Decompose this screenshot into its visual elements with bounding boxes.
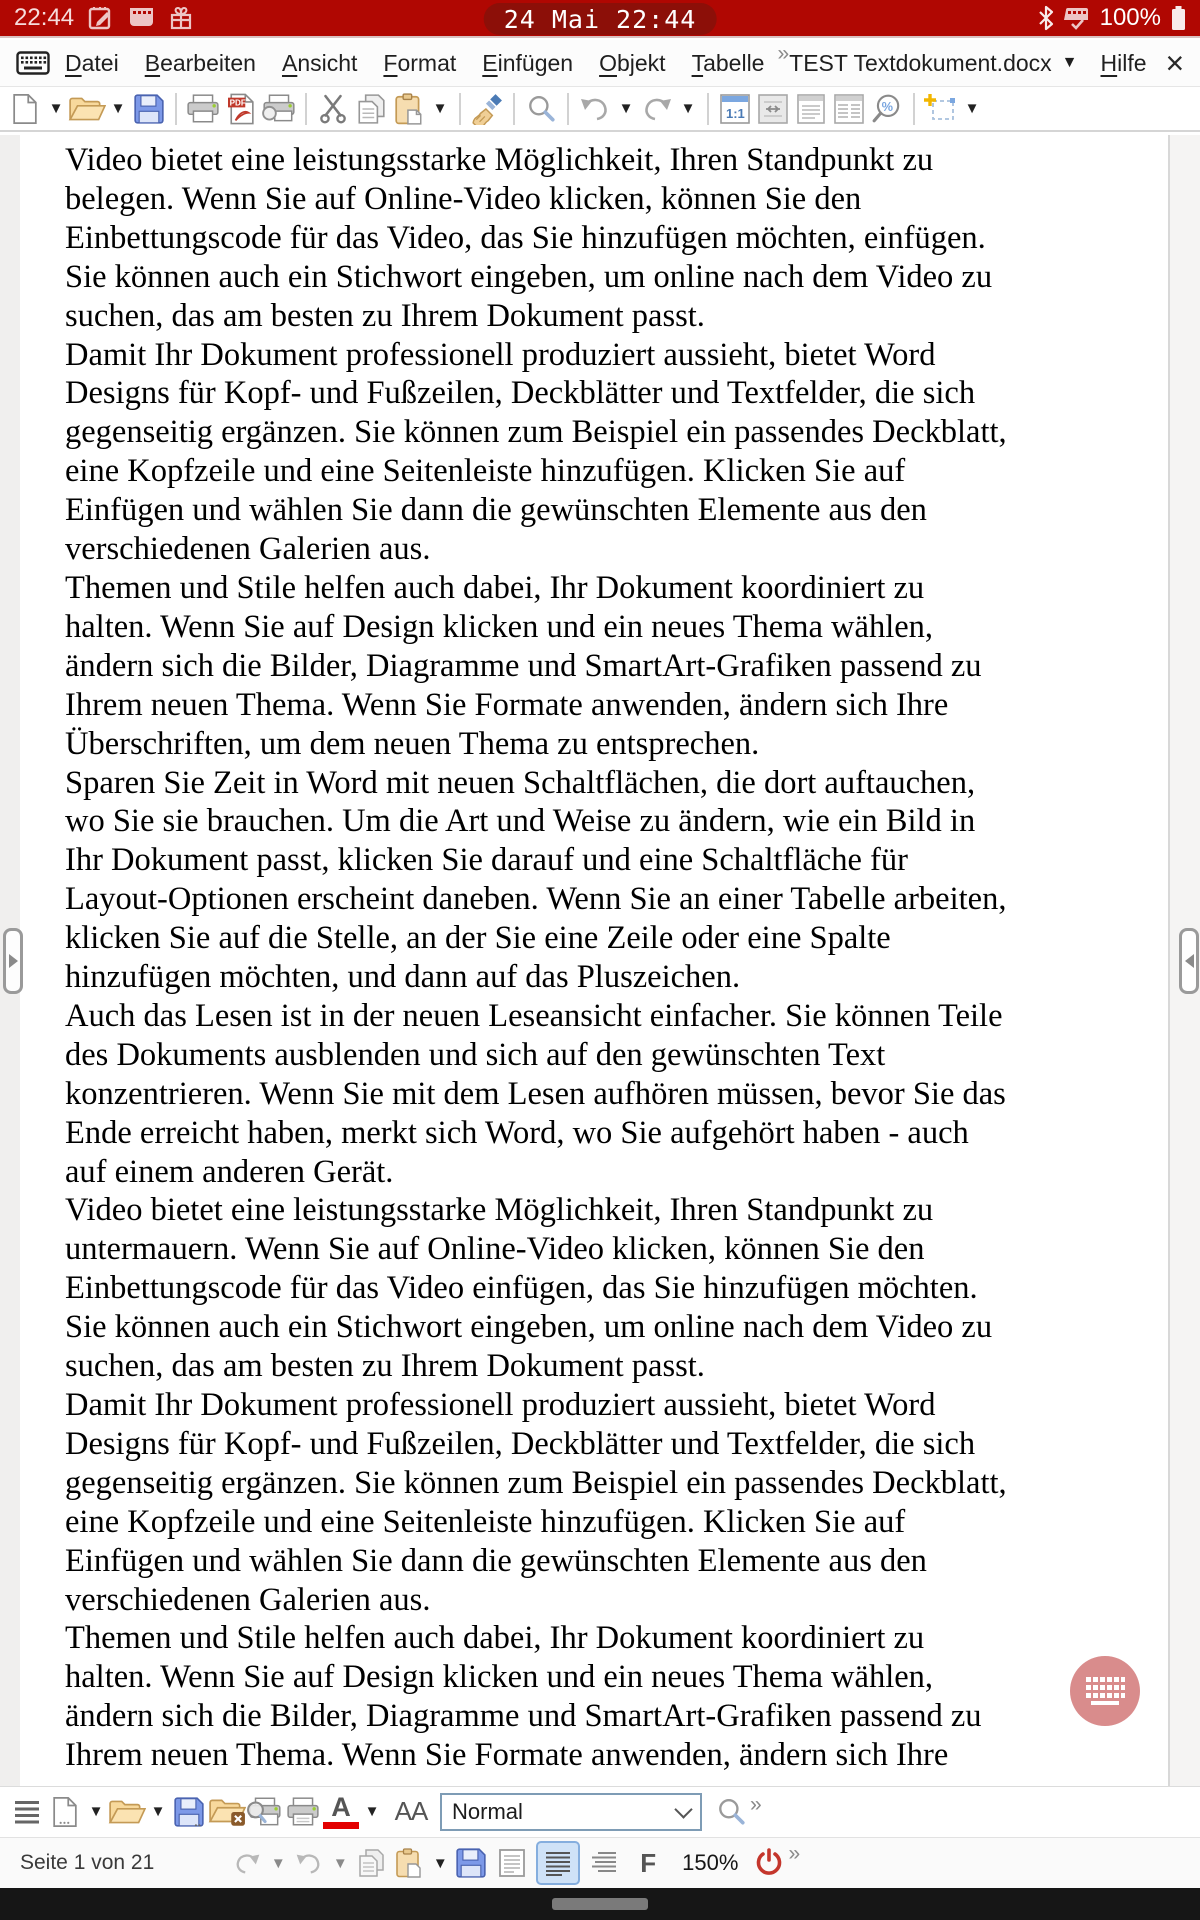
document-line[interactable]: suchen, das am besten zu Ihrem Dokument passt.: [65, 1348, 705, 1385]
svg-text:1:1: 1:1: [726, 105, 745, 121]
menu-tabelle[interactable]: Tabelle: [691, 49, 765, 76]
print-directly-icon: [261, 94, 297, 124]
menu-bearbeiten[interactable]: Bearbeiten: [144, 49, 256, 76]
sim-card-icon: [1064, 6, 1090, 30]
paintbrush-icon: [471, 93, 503, 125]
open-dropdown-arrow[interactable]: [146, 1790, 170, 1834]
document-line[interactable]: Ende erreicht haben, merkt sich Word, wo Sie aufgehört haben - auch: [65, 1114, 969, 1151]
document-line[interactable]: Überschriften, um dem neuen Thema zu entsprechen.: [65, 725, 760, 762]
dropdown-arrow-icon: ▼: [332, 1854, 348, 1872]
copy-button[interactable]: [352, 1841, 390, 1885]
printer-icon: [286, 1797, 320, 1827]
document-line[interactable]: halten. Wenn Sie auf Design klicken und ein neues Thema wählen,: [65, 608, 934, 645]
menu-einfuegen[interactable]: Einfügen: [482, 49, 574, 76]
scissors-icon: [318, 94, 348, 124]
new-document-dropdown-arrow[interactable]: [84, 1790, 108, 1834]
find-replace-button[interactable]: [522, 87, 560, 131]
status-clock-pill: [484, 3, 717, 35]
print-preview-button[interactable]: [246, 1790, 284, 1834]
keyboard-fab-button[interactable]: [1070, 1656, 1140, 1726]
menubar: [0, 40, 1200, 86]
document-title: TEST Textdokument.docx: [789, 49, 1052, 76]
status-bar: [0, 1837, 1200, 1888]
document-line[interactable]: Einfügen und wählen Sie dann die gewünschten Elemente aus den: [65, 1542, 927, 1579]
document-line[interactable]: halten. Wenn Sie auf Design klicken und ein neues Thema wählen,: [65, 1659, 934, 1696]
undo-icon: [294, 1851, 324, 1876]
document-line[interactable]: Einfügen und wählen Sie dann die gewünschten Elemente aus den: [65, 492, 927, 529]
undo-dropdown-arrow[interactable]: [328, 1841, 352, 1885]
document-line[interactable]: eine Kopfzeile und eine Seitenleiste hinzufügen. Klicken Sie auf: [65, 1503, 906, 1540]
menu-datei[interactable]: Datei: [65, 49, 119, 76]
print-button[interactable]: [284, 1790, 322, 1834]
paste-icon: [393, 93, 425, 125]
android-status-bar: [0, 0, 1200, 38]
menu-hilfe[interactable]: Hilfe: [1100, 49, 1147, 76]
fit-width-button[interactable]: [754, 87, 792, 131]
redo-button[interactable]: [638, 87, 676, 131]
copy-icon: [356, 1848, 386, 1878]
open-folder-icon: [68, 95, 106, 123]
reading-view-button[interactable]: [584, 1843, 624, 1883]
grip-arrow-left-icon: [1185, 954, 1194, 968]
status-left-cluster: [14, 4, 193, 32]
keyboard-icon: [1083, 1675, 1127, 1707]
show-keyboard-button[interactable]: [14, 41, 52, 85]
print-preview-icon: [246, 1796, 284, 1828]
status-time: 22:44: [14, 4, 75, 31]
document-line[interactable]: des Dokuments ausblenden und sich auf den gewünschten Text: [65, 1036, 886, 1073]
zoom-100-icon: [719, 93, 751, 125]
status-right-cluster: [1038, 4, 1186, 32]
zoom-level[interactable]: 150%: [682, 1850, 739, 1875]
document-line[interactable]: gegenseitig ergänzen. Sie können zum Beispiel ein passendes Deckblatt,: [65, 1464, 1007, 1501]
export-pdf-button[interactable]: [222, 87, 260, 131]
document-line[interactable]: ändern sich die Bilder, Diagramme und SmartArt-Grafiken passend zu: [65, 1698, 982, 1735]
dropdown-arrow-icon: ▼: [150, 1803, 166, 1820]
document-line[interactable]: Sparen Sie Zeit in Word mit neuen Schaltflächen, die dort auftauchen,: [65, 764, 976, 801]
toolbar-separator: [913, 93, 915, 125]
dropdown-arrow-icon: ▼: [432, 100, 448, 117]
document-line[interactable]: konzentrieren. Wenn Sie mit dem Lesen aufhören müssen, bevor Sie das: [65, 1075, 1006, 1112]
page-view-icon: [497, 1848, 527, 1878]
character-formatting-button[interactable]: [392, 1790, 430, 1834]
insert-selection-dropdown-arrow[interactable]: [960, 87, 984, 131]
redo-dropdown-arrow[interactable]: [676, 87, 700, 131]
print-directly-button[interactable]: [260, 87, 298, 131]
close-icon: ×: [1165, 45, 1185, 81]
new-document-icon: [52, 1796, 78, 1828]
menu-button[interactable]: [8, 1790, 46, 1834]
document-text[interactable]: [65, 141, 1155, 1775]
document-line[interactable]: ändern sich die Bilder, Diagramme und SmartArt-Grafiken passend zu: [65, 647, 982, 684]
document-line[interactable]: eine Kopfzeile und eine Seitenleiste hinzufügen. Klicken Sie auf: [65, 453, 906, 490]
close-document-x-button[interactable]: [1160, 45, 1191, 81]
battery-percent: 100%: [1099, 4, 1161, 31]
single-page-view-button[interactable]: [792, 87, 830, 131]
dropdown-arrow-icon: ▼: [680, 100, 696, 117]
document-line[interactable]: verschiedenen Galerien aus.: [65, 1581, 431, 1618]
dropdown-arrow-icon: ▼: [48, 100, 64, 117]
main-toolbar: [0, 86, 1200, 132]
paste-icon: [394, 1848, 424, 1878]
document-line[interactable]: untermauern. Wenn Sie auf Online-Video klicken, können Sie den: [65, 1231, 925, 1268]
document-line[interactable]: gegenseitig ergänzen. Sie können zum Beispiel ein passendes Deckblatt,: [65, 414, 1007, 451]
print-button[interactable]: [184, 87, 222, 131]
new-document-icon: [12, 93, 38, 125]
document-line[interactable]: Video bietet eine leistungsstarke Möglichkeit, Ihren Standpunkt zu: [65, 1192, 934, 1229]
export-pdf-icon: [228, 93, 255, 125]
gift-icon: [169, 5, 193, 31]
battery-icon: [1171, 5, 1186, 31]
left-scroll-grip[interactable]: [3, 928, 23, 994]
document-line[interactable]: Ihr Dokument passt, klicken Sie darauf und eine Schaltfläche für: [65, 842, 908, 879]
toolbar-separator: [513, 93, 515, 125]
bluetooth-icon: [1038, 5, 1054, 31]
undo-button[interactable]: [290, 1841, 328, 1885]
document-line[interactable]: Sie können auch ein Stichwort eingeben, um online nach dem Video zu: [65, 258, 993, 295]
undo-icon: [578, 95, 612, 123]
redo-icon: [640, 95, 674, 123]
right-scroll-grip[interactable]: [1179, 928, 1199, 994]
multi-page-view-icon: [833, 93, 865, 125]
input-method-icon: [128, 6, 155, 30]
document-line[interactable]: Video bietet eine leistungsstarke Möglichkeit, Ihren Standpunkt zu: [65, 142, 934, 178]
gesture-pill[interactable]: [552, 1898, 648, 1910]
title-dropdown-arrow-icon: ▼: [1061, 54, 1078, 71]
dropdown-arrow-icon: ▼: [964, 100, 980, 117]
toolbar-separator: [459, 93, 461, 125]
insert-selection-button[interactable]: [922, 87, 960, 131]
dropdown-arrow-icon: ▼: [270, 1854, 286, 1872]
undo-button[interactable]: [576, 87, 614, 131]
document-line[interactable]: Ihrem neuen Thema. Wenn Sie Formate anwenden, ändern sich Ihre: [65, 1737, 949, 1774]
svg-text:%: %: [881, 98, 894, 114]
document-title-dropdown[interactable]: [789, 50, 1077, 77]
zoom-100-button[interactable]: [716, 87, 754, 131]
keyboard-icon: [16, 51, 50, 75]
paste-button[interactable]: [390, 1841, 428, 1885]
statusbar-overflow-chevron[interactable]: »: [788, 1842, 801, 1865]
status-clock-text: 24 Mai 22:44: [503, 4, 697, 34]
paste-dropdown-arrow[interactable]: [428, 1841, 452, 1885]
grip-arrow-right-icon: [9, 954, 18, 968]
web-view-button[interactable]: [536, 1841, 580, 1885]
svg-text:PDF: PDF: [229, 98, 246, 108]
paste-button[interactable]: [390, 87, 428, 131]
new-document-button[interactable]: [6, 87, 44, 131]
close-folder-icon: [208, 1797, 246, 1827]
toolbar-separator: [305, 93, 307, 125]
page-view-button[interactable]: [492, 1843, 532, 1883]
dropdown-arrow-icon: ▼: [110, 100, 126, 117]
redo-icon: [232, 1851, 262, 1876]
document-line[interactable]: Designs für Kopf- und Fußzeilen, Deckblätter und Textfelder, die sich: [65, 375, 976, 412]
document-line[interactable]: Ihrem neuen Thema. Wenn Sie Formate anwenden, ändern sich Ihre: [65, 686, 949, 723]
zoom-percent-icon: [871, 93, 903, 125]
document-line[interactable]: Layout-Optionen erscheint daneben. Wenn Sie an einer Tabelle arbeiten,: [65, 881, 1007, 918]
open-button[interactable]: [108, 1790, 146, 1834]
zoom-percent-button[interactable]: [868, 87, 906, 131]
document-line[interactable]: wo Sie sie brauchen. Um die Art und Weise zu ändern, wie ein Bild in: [65, 803, 976, 840]
document-line[interactable]: Designs für Kopf- und Fußzeilen, Deckblätter und Textfelder, die sich: [65, 1425, 976, 1462]
search-icon: [716, 1797, 746, 1827]
clone-formatting-button[interactable]: [468, 87, 506, 131]
web-view-icon: [543, 1848, 573, 1878]
character-case-icon: AA: [394, 1796, 428, 1826]
document-line[interactable]: suchen, das am besten zu Ihrem Dokument passt.: [65, 297, 705, 334]
document-line[interactable]: Themen und Stile helfen auch dabei, Ihr Dokument koordiniert zu: [65, 1620, 925, 1657]
chevron-down-icon: [674, 1800, 692, 1818]
paste-dropdown-arrow[interactable]: [428, 87, 452, 131]
menu-ansicht[interactable]: Ansicht: [281, 49, 358, 76]
notes-icon: [88, 5, 114, 31]
save-icon: [134, 94, 164, 124]
hamburger-icon: [13, 1800, 41, 1824]
document-line[interactable]: verschiedenen Galerien aus.: [65, 531, 431, 568]
document-line[interactable]: Auch das Lesen ist in der neuen Leseansicht einfacher. Sie können Teile: [65, 997, 1003, 1034]
document-line[interactable]: Sie können auch ein Stichwort eingeben, um online nach dem Video zu: [65, 1309, 993, 1346]
dropdown-arrow-icon: ▼: [364, 1803, 380, 1820]
search-button[interactable]: [712, 1790, 750, 1834]
redo-dropdown-arrow[interactable]: [266, 1841, 290, 1885]
document-line[interactable]: hinzufügen möchten, und dann auf das Pluszeichen.: [65, 959, 741, 996]
fit-width-icon: [757, 93, 789, 125]
font-color-dropdown-arrow[interactable]: [360, 1790, 384, 1834]
dropdown-arrow-icon: ▼: [432, 1854, 448, 1872]
document-canvas[interactable]: [0, 135, 1200, 1786]
new-document-button[interactable]: [46, 1790, 84, 1834]
dropdown-arrow-icon: ▼: [88, 1803, 104, 1820]
undo-dropdown-arrow[interactable]: [614, 87, 638, 131]
document-line[interactable]: auf einem anderen Gerät.: [65, 1153, 394, 1190]
document-line[interactable]: Damit Ihr Dokument professionell produziert aussieht, bietet Word: [65, 1387, 936, 1423]
reading-view-icon: [589, 1848, 619, 1878]
redo-button[interactable]: [228, 1841, 266, 1885]
toolbar-separator: [707, 93, 709, 125]
document-line[interactable]: Damit Ihr Dokument professionell produziert aussieht, bietet Word: [65, 336, 936, 373]
secondary-toolbar: [0, 1786, 1200, 1836]
search-icon: [526, 94, 556, 124]
menu-overflow-chevron[interactable]: »: [777, 42, 790, 65]
insert-selection-icon: [924, 93, 958, 125]
formatting-marks-button[interactable]: F: [640, 1847, 657, 1878]
menu-format[interactable]: Format: [383, 49, 457, 76]
close-document-button[interactable]: [208, 1790, 246, 1834]
copy-icon: [355, 93, 387, 125]
toolbar-separator: [567, 93, 569, 125]
single-page-view-icon: [795, 93, 827, 125]
page-indicator[interactable]: Seite 1 von 21: [20, 1851, 155, 1874]
android-nav-bar: [0, 1888, 1200, 1920]
document-line[interactable]: belegen. Wenn Sie auf Online-Video klicken, können Sie den: [65, 180, 862, 217]
toolbar-separator: [175, 93, 177, 125]
open-folder-icon: [108, 1798, 146, 1826]
open-dropdown-arrow[interactable]: [106, 87, 130, 131]
font-color-button[interactable]: [322, 1790, 360, 1834]
save-icon: [456, 1848, 486, 1878]
document-line[interactable]: klicken Sie auf die Stelle, an der Sie eine Zeile oder eine Spalte: [65, 920, 891, 957]
multi-page-view-button[interactable]: [830, 87, 868, 131]
dropdown-arrow-icon: ▼: [618, 100, 634, 117]
toolbar-overflow-chevron[interactable]: »: [750, 1793, 762, 1816]
document-line[interactable]: Einbettungscode für das Video, das Sie hinzufügen möchten, einfügen.: [65, 219, 986, 256]
menu-objekt[interactable]: Objekt: [599, 49, 666, 76]
power-icon: [753, 1847, 785, 1879]
paragraph-style-select[interactable]: [440, 1793, 702, 1831]
document-line[interactable]: Themen und Stile helfen auch dabei, Ihr Dokument koordiniert zu: [65, 569, 925, 606]
save-button[interactable]: [170, 1790, 208, 1834]
printer-icon: [186, 94, 220, 124]
open-button[interactable]: [68, 87, 106, 131]
exit-button[interactable]: [750, 1841, 788, 1885]
new-document-dropdown-arrow[interactable]: [44, 87, 68, 131]
font-color-icon: A: [323, 1794, 359, 1829]
save-button[interactable]: [130, 87, 168, 131]
copy-button[interactable]: [352, 87, 390, 131]
document-line[interactable]: Einbettungscode für das Video einfügen, das Sie hinzufügen möchten.: [65, 1270, 978, 1307]
save-button[interactable]: [452, 1841, 490, 1885]
cut-button[interactable]: [314, 87, 352, 131]
paragraph-style-value: Normal: [452, 1798, 523, 1824]
save-icon: [174, 1797, 204, 1827]
